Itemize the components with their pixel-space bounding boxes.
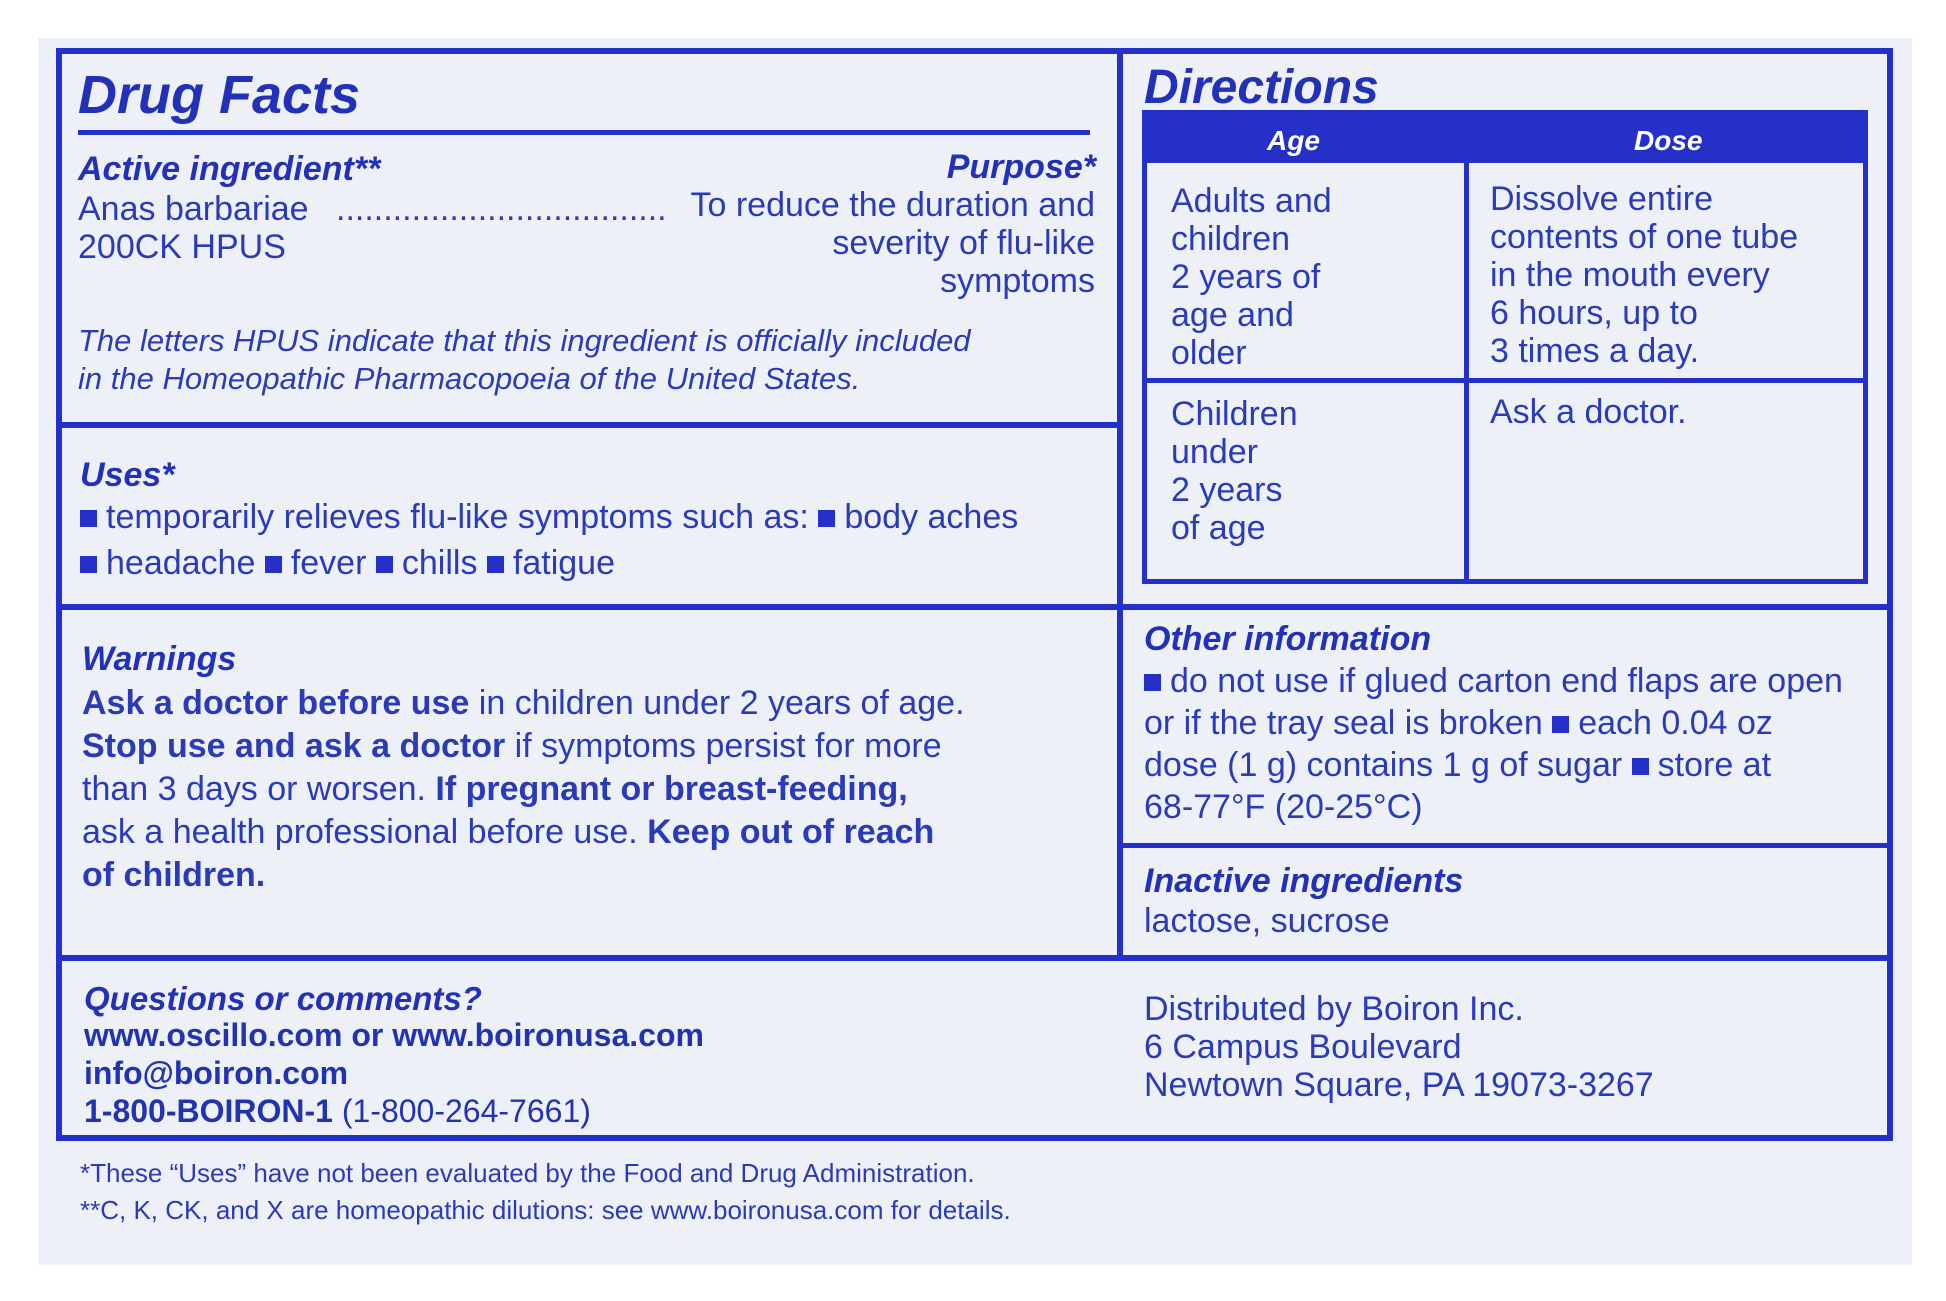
bullet-square-icon: [265, 556, 282, 573]
questions-phone-number: (1-800-264-7661): [332, 1093, 591, 1129]
ingredient-name: Anas barbariae: [78, 190, 309, 228]
distributor-address: Distributed by Boiron Inc. 6 Campus Boulevard Newtown Square, PA 19073-3267: [1144, 990, 1654, 1104]
warning-bold-stop-use: Stop use and ask a doctor: [82, 727, 506, 765]
hpus-note: [78, 322, 971, 398]
purpose-text: [690, 186, 1095, 300]
bullet-square-icon: [1552, 716, 1569, 733]
warning-text-2: if symptoms persist for more: [505, 727, 942, 765]
warning-bold-pregnant: If pregnant or breast-feeding,: [435, 770, 908, 808]
ingredient-dots: ...................................: [336, 190, 667, 228]
warning-bold-children: of children.: [82, 856, 266, 894]
warning-text-1: in children under 2 years of age.: [469, 684, 965, 722]
divider-vertical-top: [1117, 48, 1123, 958]
uses-item-fever: fever: [290, 544, 367, 582]
row2-age: Children under 2 years of age: [1171, 395, 1298, 547]
row1-dose: Dissolve entire contents of one tube in the mouth every 6 hours, up to 3 times a day.: [1490, 180, 1799, 370]
questions-phone-bold: 1-800-BOIRON-1: [84, 1093, 333, 1129]
purpose-heading: Purpose*: [946, 148, 1096, 186]
drug-facts-title: Drug Facts: [78, 65, 361, 125]
active-ingredient-heading: Active ingredient**: [78, 150, 381, 188]
warning-text-4: ask a health professional before use.: [82, 813, 648, 851]
bullet-square-icon: [1144, 674, 1161, 691]
uses-line-1: temporarily relieves flu-like symptoms such as:: [106, 498, 809, 536]
uses-heading: Uses*: [80, 456, 175, 494]
warnings-heading: Warnings: [82, 640, 237, 678]
warning-text-3: than 3 days or worsen.: [82, 770, 436, 808]
bullet-square-icon: [1632, 758, 1649, 775]
ingredient-dilution: 200CK HPUS: [78, 228, 286, 266]
title-underline: [78, 130, 1090, 135]
divider-other-inactive: [1120, 843, 1893, 848]
warning-bold-ask-doctor: Ask a doctor before use: [82, 684, 470, 722]
footnote-dilutions: **C, K, CK, and X are homeopathic dilutions: see www.boironusa.com for details.: [80, 1195, 1011, 1225]
directions-heading: Directions: [1144, 61, 1379, 114]
warnings-text: [82, 682, 1102, 897]
row2-dose: Ask a doctor.: [1490, 393, 1687, 431]
row1-age: Adults and children 2 years of age and older: [1171, 182, 1332, 372]
questions-email: info@boiron.com: [84, 1055, 349, 1091]
directions-row-divider: [1147, 378, 1863, 383]
purpose-line-1: To reduce the duration and: [690, 186, 1095, 224]
questions-contact: [84, 1016, 704, 1130]
uses-item-body-aches: body aches: [844, 498, 1019, 536]
inactive-ingredients-heading: Inactive ingredients: [1144, 862, 1464, 900]
questions-heading: Questions or comments?: [84, 980, 482, 1017]
questions-web: www.oscillo.com or www.boironusa.com: [84, 1017, 704, 1053]
footnote-uses: *These “Uses” have not been evaluated by the Food and Drug Administration.: [80, 1158, 975, 1188]
hpus-note-line-2: in the Homeopathic Pharmacopoeia of the United States.: [78, 361, 861, 396]
directions-table-header: [1147, 115, 1863, 163]
inactive-ingredients-text: lactose, sucrose: [1144, 902, 1390, 940]
column-dose: Dose: [1634, 125, 1703, 156]
other-information-text: do not use if glued carton end flaps are open or if the tray seal is broken each 0.04 oz dose (1 g) contains 1 g of sugar store at 68-77°F (20-25°C): [1144, 662, 1843, 826]
directions-col-divider: [1464, 163, 1469, 584]
uses-item-fatigue: fatigue: [512, 544, 615, 582]
bullet-square-icon: [80, 510, 97, 527]
other-information-heading: Other information: [1144, 620, 1432, 658]
purpose-line-2: severity of flu-like: [832, 224, 1095, 262]
uses-text: [80, 494, 1018, 586]
divider-uses-warnings: [56, 604, 1893, 610]
bullet-square-icon: [80, 556, 97, 573]
warning-bold-keep-out: Keep out of reach: [647, 813, 935, 851]
bullet-square-icon: [376, 556, 393, 573]
divider-questions: [56, 955, 1893, 961]
column-age: Age: [1267, 125, 1320, 156]
hpus-note-line-1: The letters HPUS indicate that this ingredient is officially included: [78, 323, 971, 358]
bullet-square-icon: [818, 510, 835, 527]
uses-item-chills: chills: [401, 544, 478, 582]
bullet-square-icon: [487, 556, 504, 573]
uses-item-headache: headache: [106, 544, 256, 582]
directions-table: [1142, 110, 1868, 584]
divider-active-uses: [56, 422, 1120, 428]
purpose-line-3: symptoms: [940, 262, 1095, 300]
